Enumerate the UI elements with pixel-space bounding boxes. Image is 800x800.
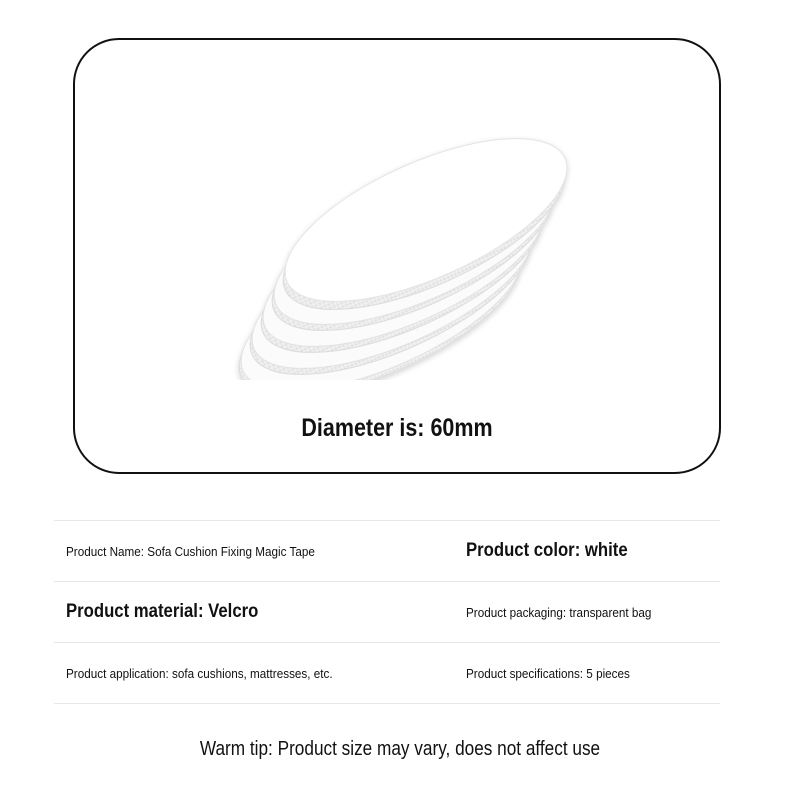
product-card xyxy=(73,38,721,474)
spec-row xyxy=(54,520,720,581)
product-material-spec: Product material: Velcro xyxy=(66,601,259,622)
product-color-spec: Product color: white xyxy=(466,540,628,561)
product-name-spec: Product Name: Sofa Cushion Fixing Magic Tape xyxy=(66,543,315,559)
diameter-caption: Diameter is: 60mm xyxy=(301,414,493,442)
velcro-pads-stack-icon xyxy=(225,130,595,380)
product-packaging-spec: Product packaging: transparent bag xyxy=(466,604,652,620)
product-specifications-spec: Product specifications: 5 pieces xyxy=(466,665,630,681)
product-application-spec: Product application: sofa cushions, mattresses, etc. xyxy=(66,665,333,681)
spec-table xyxy=(54,520,720,704)
spec-row xyxy=(54,581,720,642)
spec-row xyxy=(54,642,720,704)
warm-tip: Warm tip: Product size may vary, does not affect use xyxy=(199,738,601,760)
